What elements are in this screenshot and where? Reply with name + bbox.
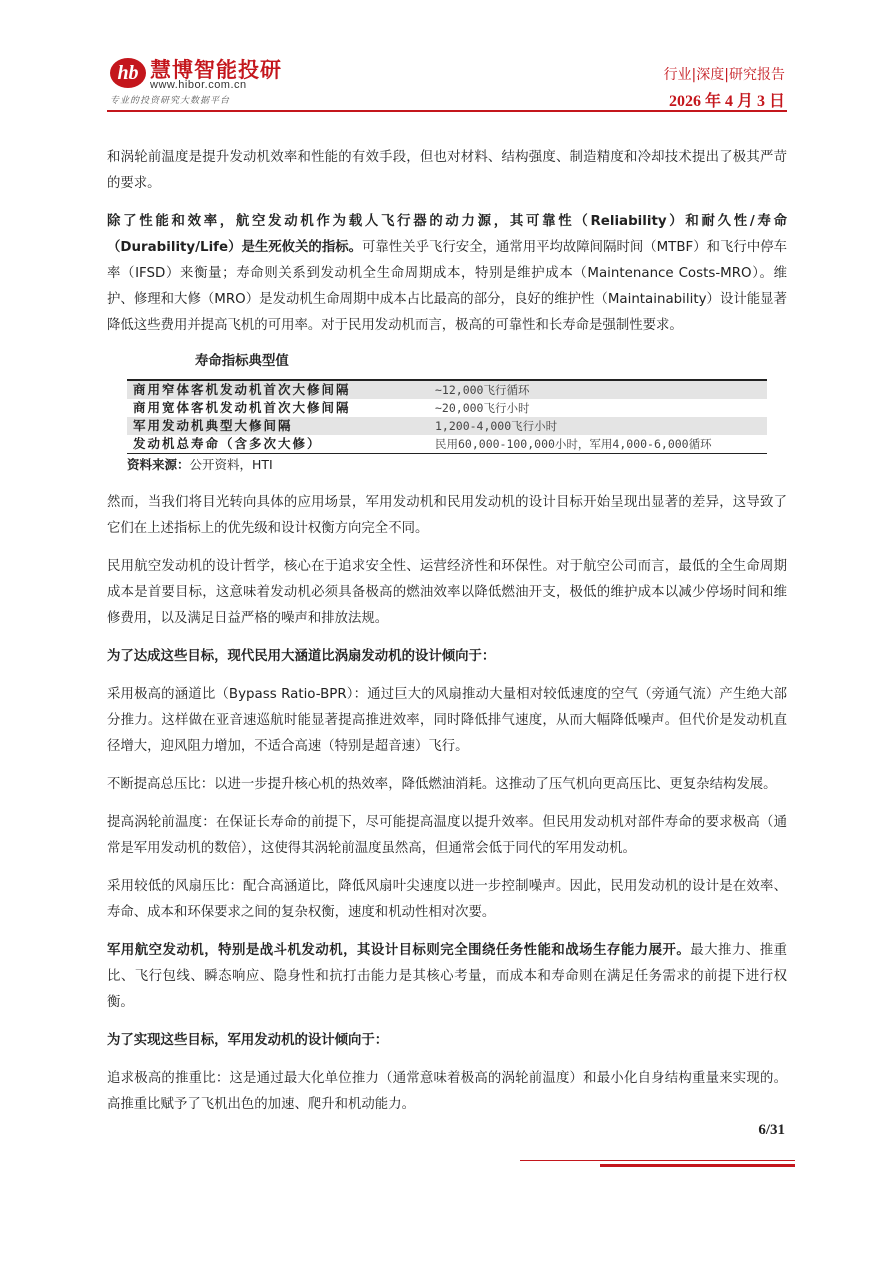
report-date: 2026 年 4 月 3 日: [668, 93, 785, 110]
paragraph: 然而，当我们将目光转向具体的应用场景，军用发动机和民用发动机的设计目标开始呈现出显著的差异，这导致了它们在上述指标上的优先级和设计权衡方向完全不同。: [107, 495, 787, 536]
section-lead: 为了达成这些目标，现代民用大涵道比涡扇发动机的设计倾向于：: [107, 649, 496, 664]
page-number: 6/31: [758, 1122, 785, 1138]
logo-url: www.hibor.com.cn: [150, 79, 247, 91]
page-header: [0, 0, 893, 110]
logo-slogan: 专业的投资研究大数据平台: [110, 96, 231, 106]
paragraph: [107, 209, 787, 339]
report-type: 行业|深度|研究报告: [663, 67, 785, 83]
table-row: [127, 399, 767, 417]
table-cell-value: ~12,000飞行循环: [429, 380, 767, 399]
table-cell-value: 1,200-4,000飞行小时: [429, 417, 767, 435]
paragraph: 采用较低的风扇压比：配合高涵道比，降低风扇叶尖速度以进一步控制噪声。因此，民用发动机的设计是在效率、寿命、成本和环保要求之间的复杂权衡，速度和机动性相对次要。: [107, 879, 787, 920]
table-source: [127, 454, 767, 476]
table-row: [127, 417, 767, 435]
footer-divider: [520, 1160, 795, 1161]
header-divider: [107, 110, 787, 112]
paragraph: 提高涡轮前温度：在保证长寿命的前提下，尽可能提高温度以提升效率。但民用发动机对部件寿命的要求极高（通常是军用发动机的数倍），这使得其涡轮前温度虽然高，但通常会低于同代的军用发动机。: [107, 815, 787, 856]
source-label: 资料来源：: [127, 457, 190, 472]
table-cell-value: ~20,000飞行小时: [435, 401, 530, 415]
table-title: 寿命指标典型值: [195, 354, 289, 369]
paragraph-text: 最大推力、推重比、飞行包线、瞬态响应、隐身性和抗打击能力是其核心考量，而成本和寿命则在满足任务需求的前提下进行权衡。: [107, 943, 787, 1010]
paragraph-bold-lead: 军用航空发动机，特别是战斗机发动机，其设计目标则完全围绕任务性能和战场生存能力展开。: [107, 943, 691, 958]
section-lead: 为了实现这些目标，军用发动机的设计倾向于：: [107, 1033, 389, 1048]
footer-divider-thick: [600, 1164, 795, 1167]
lifetime-table-figure: [127, 351, 767, 476]
paragraph: [107, 938, 787, 1016]
paragraph: 民用航空发动机的设计哲学，核心在于追求安全性、运营经济性和环保性。对于航空公司而言，最低的全生命周期成本是首要目标，这意味着发动机必须具备极高的燃油效率以降低燃油开支，极低的维护成本以减少停场时间和维修费用，以及满足日益严格的噪声和排放法规。: [107, 559, 787, 626]
logo-name: 慧博智能投研: [150, 58, 282, 82]
table-cell-value: 民用60,000-100,000小时，军用4,000-6,000循环: [429, 435, 767, 454]
paragraph: 不断提高总压比：以进一步提升核心机的热效率，降低燃油消耗。这推动了压气机向更高压比、更复杂结构发展。: [107, 777, 777, 792]
source-text: 公开资料，HTI: [189, 457, 273, 472]
table-cell-label: 发动机总寿命（含多次大修）: [127, 435, 429, 454]
table-row: [127, 435, 767, 454]
report-body: [107, 145, 787, 1130]
lifetime-table: [127, 379, 767, 454]
paragraph-text: 可靠性关乎飞行安全，通常用平均故障间隔时间（MTBF）和飞行中停车率（IFSD）来衡量；寿命则关系到发动机全生命周期成本，特别是维护成本（Maintenance Costs-MRO）。维护、修理和大修（MRO）是发动机生命周期中成本占比最高的部分，良好的维护性（Maintainability）设计能显著降低这些费用并提高飞机的可用率。对于民用发动机而言，极高的可靠性和长寿命是强制性要求。: [107, 240, 787, 333]
table-row: [127, 380, 767, 399]
paragraph: 和涡轮前温度是提升发动机效率和性能的有效手段，但也对材料、结构强度、制造精度和冷却技术提出了极其严苛的要求。: [107, 150, 787, 191]
paragraph: 采用极高的涵道比（Bypass Ratio-BPR）：通过巨大的风扇推动大量相对较低速度的空气（旁通气流）产生绝大部分推力。这样做在亚音速巡航时能显著提高推进效率，同时降低排气速度，从而大幅降低噪声。但代价是发动机直径增大，迎风阻力增加，不适合高速（特别是超音速）飞行。: [107, 687, 787, 754]
paragraph-bold-lead: 除了性能和效率，航空发动机作为载人飞行器的动力源，其可靠性（Reliability）和耐久性/寿命（Durability/Life）是生死攸关的指标。: [107, 214, 787, 255]
table-cell-label: 商用窄体客机发动机首次大修间隔: [127, 380, 429, 399]
hibor-logo-icon: hb: [110, 58, 146, 88]
paragraph: 追求极高的推重比：这是通过最大化单位推力（通常意味着极高的涡轮前温度）和最小化自身结构重量来实现的。高推重比赋予了飞机出色的加速、爬升和机动能力。: [107, 1071, 787, 1112]
table-cell-label: 商用宽体客机发动机首次大修间隔: [133, 400, 351, 415]
table-cell-label: 军用发动机典型大修间隔: [127, 417, 429, 435]
